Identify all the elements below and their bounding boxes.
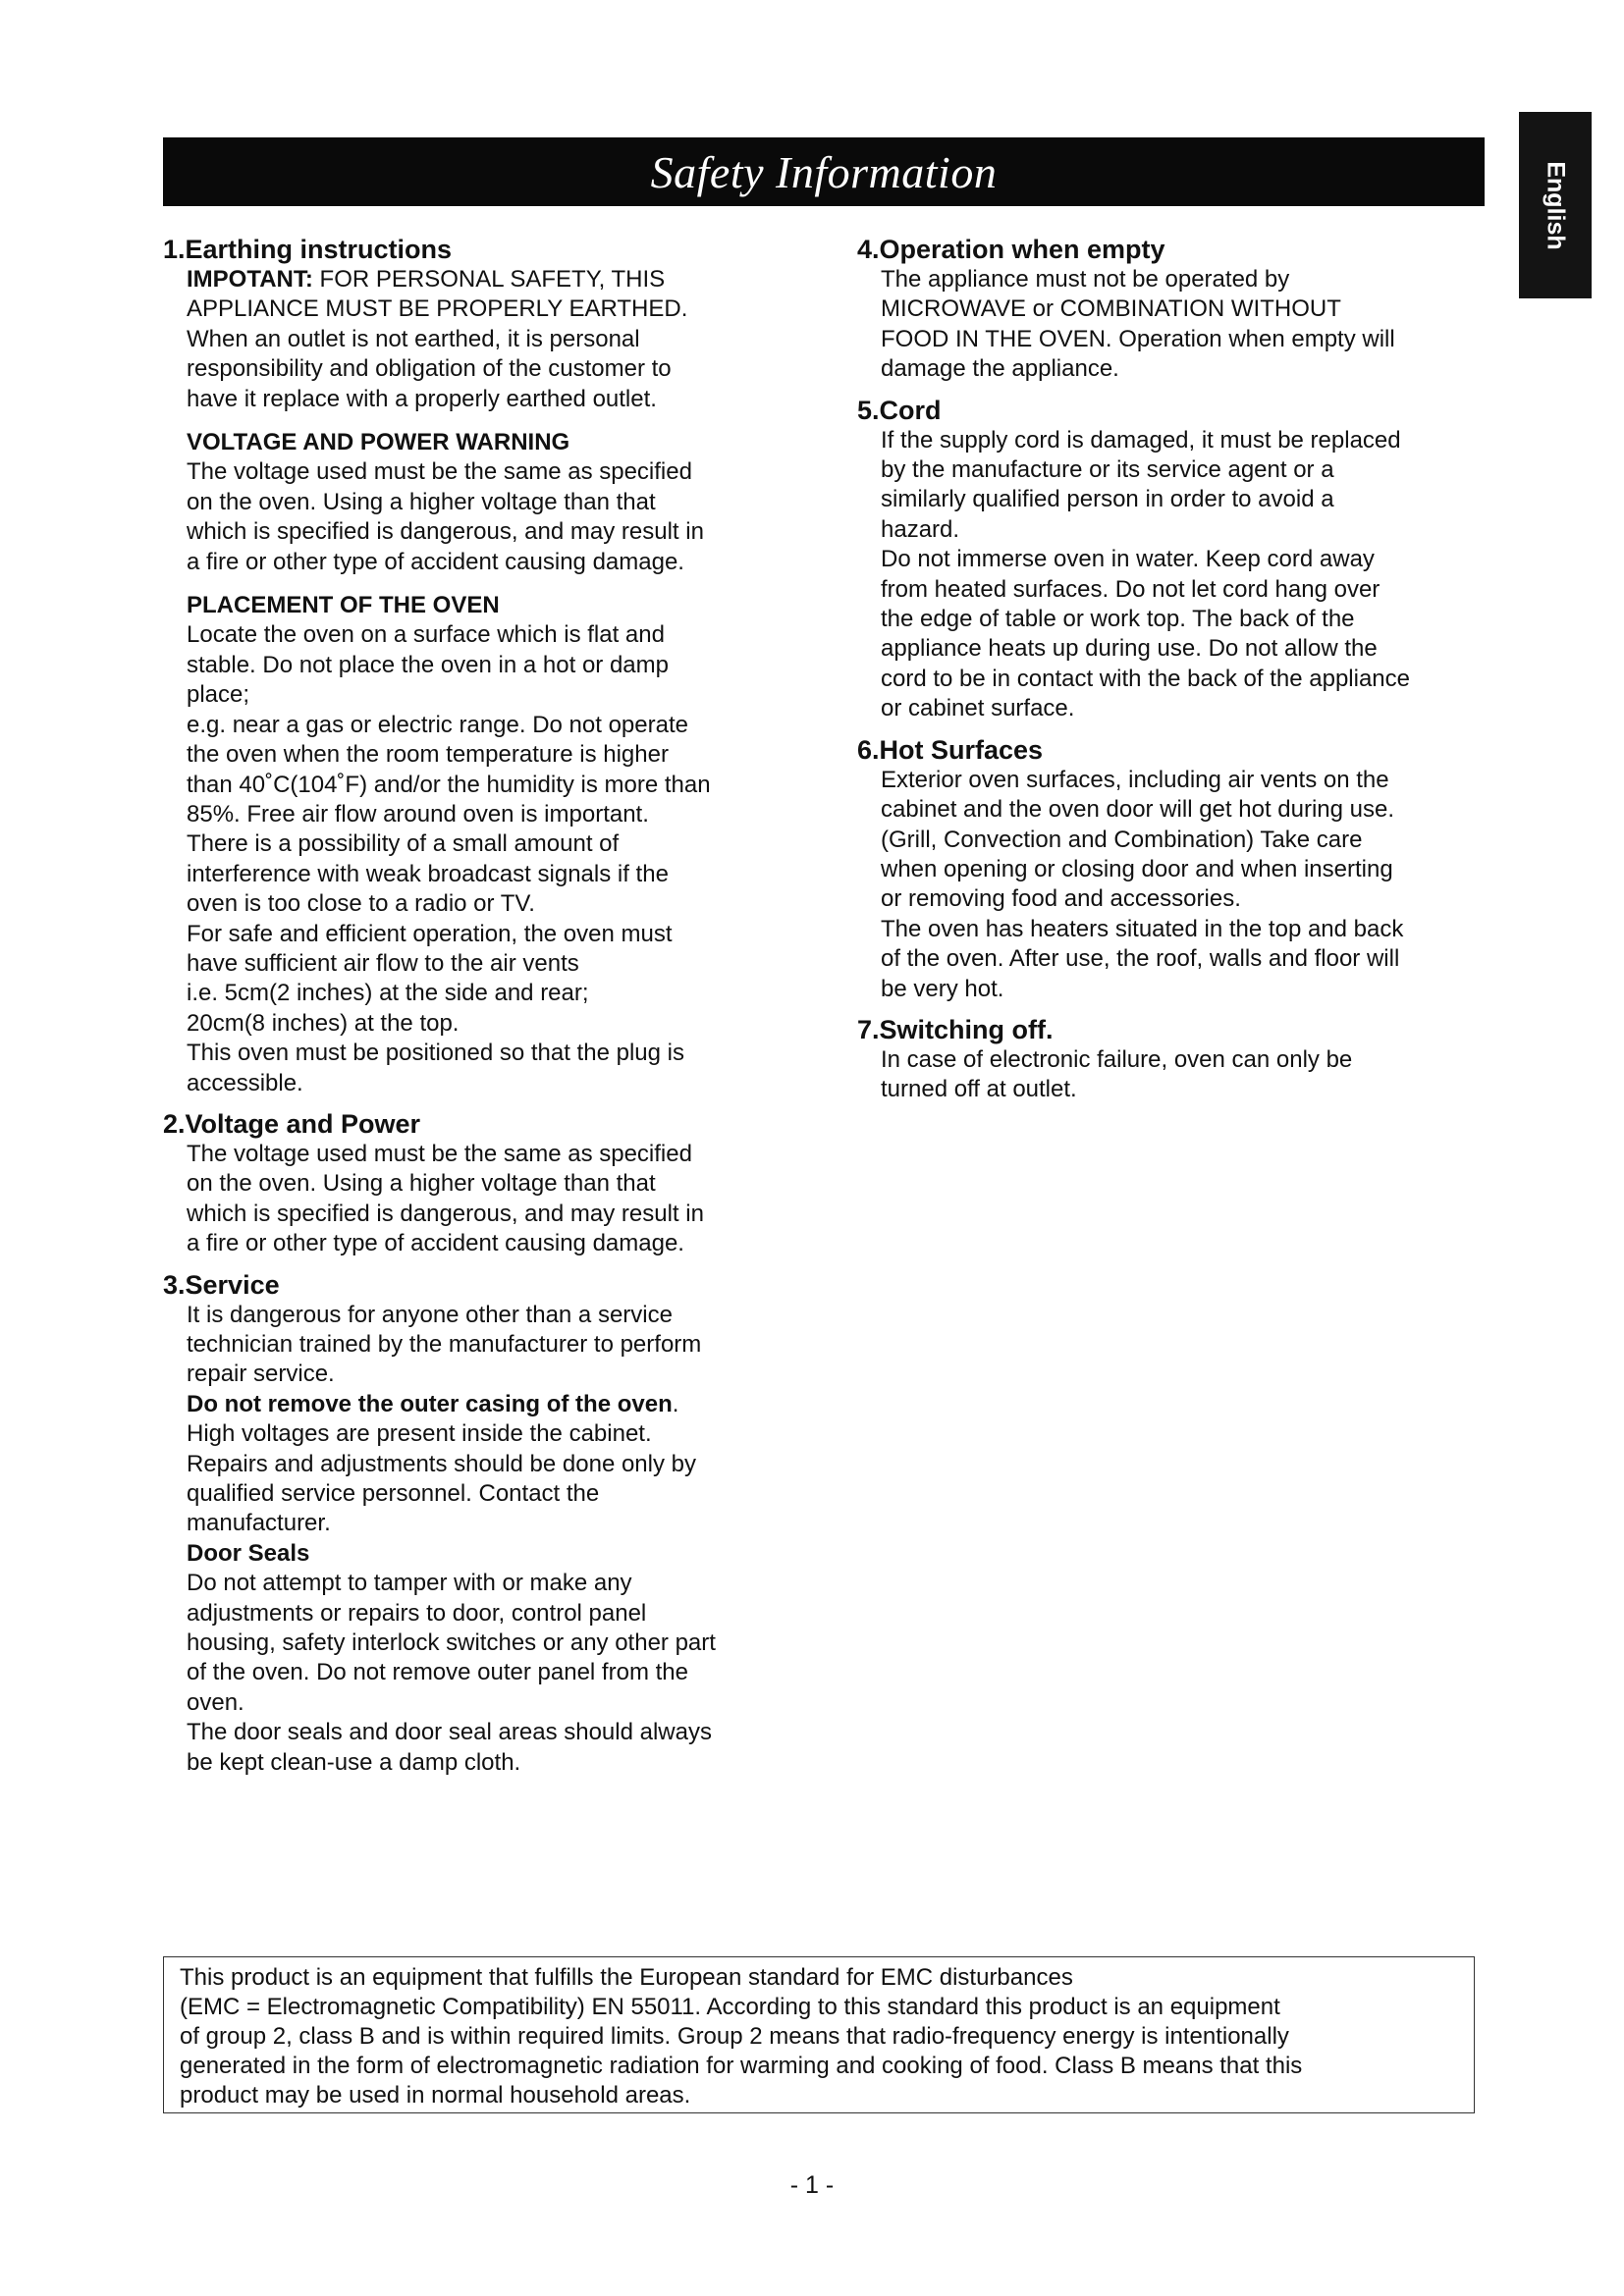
body-line: cabinet and the oven door will get hot during use.	[881, 796, 1395, 824]
important-text: FOR PERSONAL SAFETY, THIS	[312, 266, 666, 293]
subsection-title: Door Seals	[187, 1539, 310, 1567]
body-line: appliance heats up during use. Do not allow the	[881, 635, 1378, 663]
section-operation-empty	[857, 234, 1505, 385]
section-body	[163, 1301, 811, 1779]
emc-line: This product is an equipment that fulfills the European standard for EMC disturbances	[180, 1964, 1073, 1991]
section-title: 3.Service	[163, 1269, 280, 1300]
body-line: FOOD IN THE OVEN. Operation when empty will	[881, 325, 1395, 352]
body-line: It is dangerous for anyone other than a service	[187, 1301, 673, 1328]
body-line: have sufficient air flow to the air vents	[187, 949, 579, 977]
language-label: English	[1542, 160, 1570, 250]
body-line: the oven when the room temperature is higher	[187, 741, 669, 769]
body-line: Exterior oven surfaces, including air vents on the	[881, 766, 1389, 793]
section-hot-surfaces	[857, 734, 1505, 1004]
body-line: damage the appliance.	[881, 355, 1119, 383]
section-body	[857, 1045, 1505, 1105]
body-line: by the manufacture or its service agent or a	[881, 456, 1334, 484]
section-body	[857, 265, 1505, 385]
body-line: e.g. near a gas or electric range. Do not operate	[187, 711, 688, 738]
page-number: - 1 -	[789, 2171, 835, 2199]
body-line: oven is too close to a radio or TV.	[187, 890, 535, 918]
section-title: 7.Switching off.	[857, 1014, 1054, 1044]
important-label: IMPOTANT:	[187, 266, 313, 293]
body-line: which is specified is dangerous, and may result in	[187, 518, 704, 546]
emc-line: of group 2, class B and is within required limits. Group 2 means that radio-frequency energy is intentionally	[180, 2023, 1289, 2050]
section-body	[857, 766, 1505, 1004]
page-title: Safety Information	[650, 146, 998, 197]
body-line: 20cm(8 inches) at the top.	[187, 1009, 460, 1037]
body-line: There is a possibility of a small amount of	[187, 830, 620, 858]
section-title: 4.Operation when empty	[857, 235, 1165, 264]
body-line: (Grill, Convection and Combination) Take care	[881, 826, 1363, 853]
body-line: housing, safety interlock switches or any other part	[187, 1629, 716, 1657]
body-line: of the oven. After use, the roof, walls and floor will	[881, 945, 1400, 973]
body-line: The door seals and door seal areas should always	[187, 1719, 712, 1746]
body-line: High voltages are present inside the cabinet.	[187, 1420, 652, 1448]
body-line: adjustments or repairs to door, control panel	[187, 1599, 647, 1627]
body-line: If the supply cord is damaged, it must be replaced	[881, 426, 1401, 454]
body-line: 85%. Free air flow around oven is important.	[187, 800, 649, 828]
body-line: manufacturer.	[187, 1510, 331, 1537]
body-line: on the oven. Using a higher voltage than that	[187, 1170, 656, 1198]
body-line: accessible.	[187, 1069, 303, 1096]
section-switching-off	[857, 1014, 1505, 1105]
body-line: When an outlet is not earthed, it is personal	[187, 325, 640, 352]
body-line: which is specified is dangerous, and may result in	[187, 1200, 704, 1227]
section-title: 6.Hot Surfaces	[857, 734, 1044, 765]
body-line: a fire or other type of accident causing damage.	[187, 1230, 684, 1257]
body-line: cord to be in contact with the back of the appliance	[881, 665, 1411, 692]
body-line: MICROWAVE or COMBINATION WITHOUT	[881, 295, 1341, 323]
subsection-title: VOLTAGE AND POWER WARNING	[187, 429, 570, 456]
body-line: Repairs and adjustments should be done only by	[187, 1450, 696, 1477]
body-line: This oven must be positioned so that the plug is	[187, 1040, 684, 1067]
section-title: 5.Cord	[857, 395, 942, 425]
body-line: The voltage used must be the same as specified	[187, 458, 692, 486]
body-line: from heated surfaces. Do not let cord hang over	[881, 575, 1380, 603]
body-line: The oven has heaters situated in the top and back	[881, 915, 1404, 942]
right-column	[857, 234, 1505, 1115]
body-line: In case of electronic failure, oven can only be	[881, 1045, 1353, 1073]
casing-period: .	[672, 1390, 679, 1417]
body-line: i.e. 5cm(2 inches) at the side and rear;	[187, 980, 589, 1007]
body-line: interference with weak broadcast signals if the	[187, 860, 669, 887]
body-line: of the oven. Do not remove outer panel from the	[187, 1659, 688, 1686]
language-tab	[1519, 112, 1592, 298]
section-cord	[857, 395, 1505, 724]
body-line: on the oven. Using a higher voltage than that	[187, 488, 656, 515]
body-line: have it replace with a properly earthed outlet.	[187, 385, 657, 412]
body-line: be kept clean-use a damp cloth.	[187, 1748, 521, 1776]
section-body	[163, 1140, 811, 1259]
section-body	[857, 426, 1505, 724]
section-earthing	[163, 234, 811, 1098]
body-line: stable. Do not place the oven in a hot or damp	[187, 651, 669, 678]
emc-line: product may be used in normal household areas.	[180, 2082, 691, 2109]
subsection-title: PLACEMENT OF THE OVEN	[187, 592, 500, 619]
body-line: APPLIANCE MUST BE PROPERLY EARTHED.	[187, 295, 688, 323]
section-voltage-power	[163, 1108, 811, 1259]
body-line: a fire or other type of accident causing damage.	[187, 548, 684, 575]
body-line: place;	[187, 681, 250, 709]
important-line	[187, 265, 811, 294]
body-line: The voltage used must be the same as specified	[187, 1140, 692, 1167]
body-line: The appliance must not be operated by	[881, 266, 1290, 293]
body-line: For safe and efficient operation, the oven must	[187, 920, 673, 947]
emc-line: (EMC = Electromagnetic Compatibility) EN 55011. According to this standard this product is an equipment	[180, 1994, 1280, 2020]
body-line: oven.	[187, 1688, 244, 1716]
body-line: hazard.	[881, 515, 960, 543]
emc-line: generated in the form of electromagnetic radiation for warming and cooking of food. Class B means that this	[180, 2053, 1303, 2079]
page-title-banner	[163, 137, 1485, 206]
section-title: 2.Voltage and Power	[163, 1108, 421, 1139]
body-line: Do not attempt to tamper with or make any	[187, 1570, 632, 1597]
section-body	[163, 265, 811, 1098]
body-line: when opening or closing door and when inserting	[881, 855, 1393, 882]
placement-block	[187, 591, 811, 1098]
body-line: Do not immerse oven in water. Keep cord away	[881, 546, 1375, 573]
body-line: turned off at outlet.	[881, 1076, 1077, 1103]
body-line: be very hot.	[881, 975, 1004, 1002]
body-line: qualified service personnel. Contact the	[187, 1480, 600, 1508]
casing-warning-line	[187, 1390, 811, 1419]
voltage-warning-block	[187, 428, 811, 577]
body-line: responsibility and obligation of the customer to	[187, 355, 672, 383]
body-line: similarly qualified person in order to avoid a	[881, 486, 1334, 513]
body-line: or removing food and accessories.	[881, 885, 1241, 913]
body-line: repair service.	[187, 1361, 335, 1388]
emc-notice-box	[163, 1956, 1475, 2113]
body-line: than 40˚C(104˚F) and/or the humidity is more than	[187, 771, 711, 798]
casing-warning: Do not remove the outer casing of the oven	[187, 1390, 673, 1417]
section-title: 1.Earthing instructions	[163, 235, 453, 264]
section-service	[163, 1269, 811, 1779]
body-line: the edge of table or work top. The back of the	[881, 606, 1355, 633]
body-line: technician trained by the manufacturer to perform	[187, 1331, 702, 1358]
body-line: Locate the oven on a surface which is flat and	[187, 621, 665, 649]
left-column	[163, 234, 811, 1788]
body-line: or cabinet surface.	[881, 695, 1075, 722]
